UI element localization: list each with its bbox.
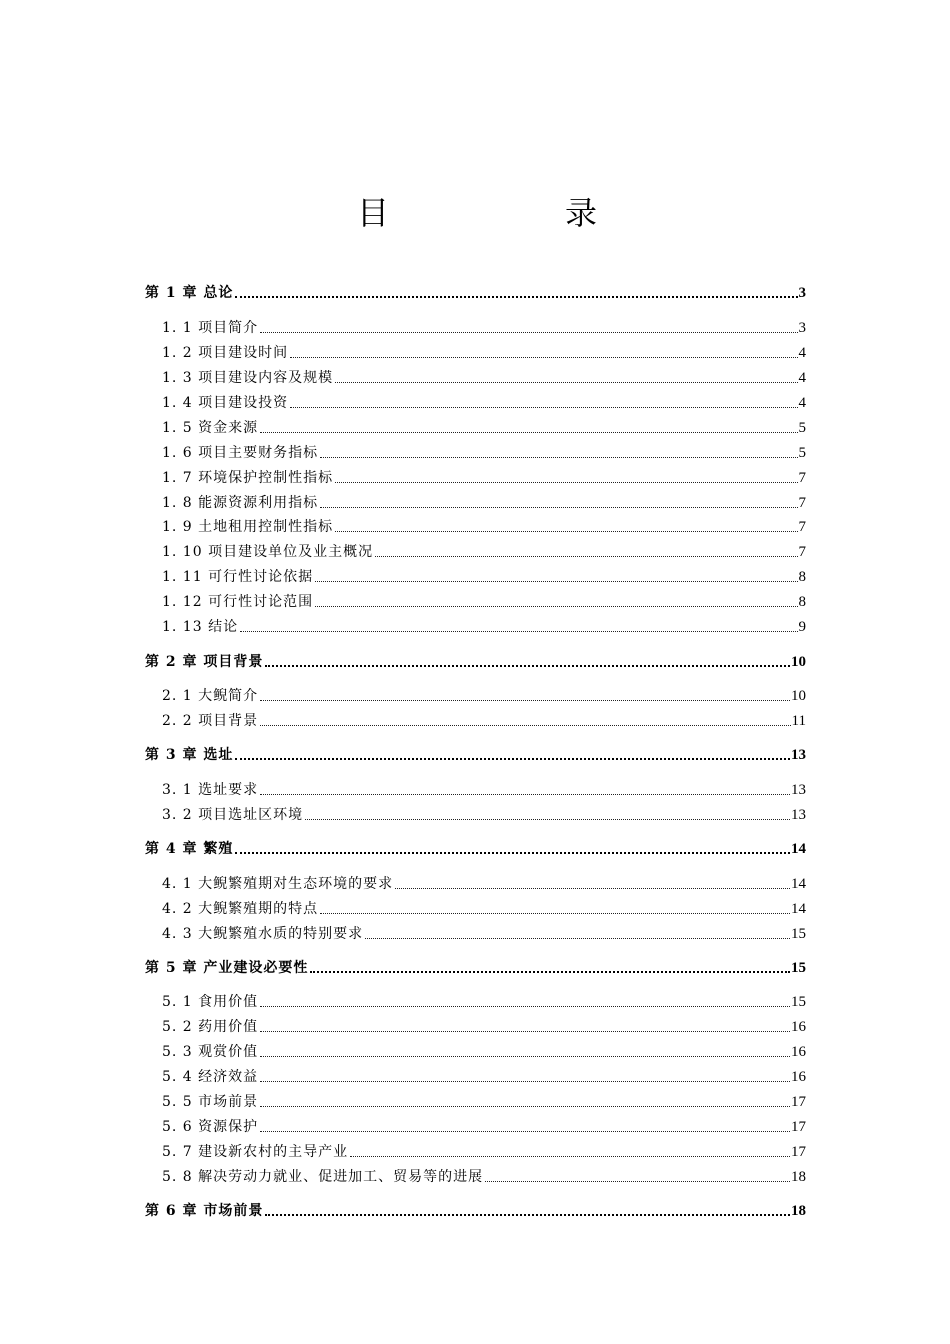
toc-section-entry[interactable]: [162, 440, 806, 462]
toc-entry-label: 第 6 章 市场前景: [145, 1203, 264, 1219]
toc-entry-label: 2. 2 项目背景: [162, 713, 259, 729]
toc-entry-page-number: 15: [791, 960, 806, 976]
toc-dot-leader: [260, 1029, 790, 1032]
toc-entry-label: 1. 10 项目建设单位及业主概况: [162, 544, 374, 560]
toc-entry-label: 5. 4 经济效益: [162, 1069, 259, 1085]
toc-entry-page-number: 14: [791, 841, 806, 857]
toc-entry-page-number: 16: [791, 1044, 806, 1060]
toc-entry-page-number: 10: [791, 654, 806, 670]
toc-entry-page-number: 15: [791, 926, 806, 942]
toc-section-entry[interactable]: [162, 1164, 806, 1186]
toc-section-entry[interactable]: [162, 490, 806, 512]
toc-section-entry[interactable]: [162, 1064, 806, 1086]
toc-section-entry[interactable]: [162, 465, 806, 487]
toc-section-entry[interactable]: [162, 777, 806, 799]
toc-entry-label: 1. 1 项目简介: [162, 320, 259, 336]
toc-dot-leader: [485, 1179, 790, 1182]
toc-entry-label: 5. 5 市场前景: [162, 1094, 259, 1110]
toc-entry-page-number: 7: [798, 544, 806, 560]
toc-entry-label: 第 2 章 项目背景: [145, 654, 264, 670]
toc-title: [0, 188, 950, 234]
toc-section-entry[interactable]: [162, 365, 806, 387]
toc-section-entry[interactable]: [162, 708, 806, 730]
toc-dot-leader: [290, 405, 797, 408]
toc-entry-label: 5. 7 建设新农村的主导产业: [162, 1144, 349, 1160]
toc-entry-page-number: 7: [798, 495, 806, 511]
toc-entry-label: 1. 12 可行性讨论范围: [162, 594, 314, 610]
toc-entry-label: 4. 2 大鲵繁殖期的特点: [162, 901, 319, 917]
toc-entry-page-number: 16: [791, 1019, 806, 1035]
toc-entry-label: 1. 3 项目建设内容及规模: [162, 370, 334, 386]
toc-entry-page-number: 14: [791, 876, 806, 892]
toc-entry-label: 1. 6 项目主要财务指标: [162, 445, 319, 461]
toc-section-entry[interactable]: [162, 1139, 806, 1161]
toc-dot-leader: [260, 430, 797, 433]
toc-entry-label: 第 3 章 选址: [145, 747, 234, 763]
toc-section-entry[interactable]: [162, 802, 806, 824]
toc-entry-page-number: 16: [791, 1069, 806, 1085]
toc-dot-leader: [335, 480, 797, 483]
toc-dot-leader: [350, 1154, 790, 1157]
toc-section-entry[interactable]: [162, 614, 806, 636]
toc-dot-leader: [260, 1129, 790, 1132]
toc-entry-label: 第 5 章 产业建设必要性: [145, 960, 309, 976]
toc-entry-label: 5. 8 解决劳动力就业、促进加工、贸易等的进展: [162, 1169, 484, 1185]
toc-entry-label: 5. 3 观赏价值: [162, 1044, 259, 1060]
toc-entry-label: 4. 1 大鲵繁殖期对生态环境的要求: [162, 876, 394, 892]
toc-section-entry[interactable]: [162, 340, 806, 362]
toc-entry-page-number: 8: [798, 569, 806, 585]
toc-entry-page-number: 9: [798, 619, 806, 635]
toc-entry-label: 1. 7 环境保护控制性指标: [162, 470, 334, 486]
toc-entry-page-number: 15: [791, 994, 806, 1010]
toc-entry-label: 3. 2 项目选址区环境: [162, 807, 304, 823]
toc-entry-page-number: 13: [791, 782, 806, 798]
toc-entry-page-number: 18: [791, 1203, 806, 1219]
toc-entry-label: 1. 9 土地租用控制性指标: [162, 519, 334, 535]
toc-chapter-entry[interactable]: [145, 649, 806, 671]
toc-dot-leader: [395, 886, 790, 889]
toc-entry-page-number: 17: [791, 1094, 806, 1110]
toc-dot-leader: [365, 936, 790, 939]
toc-entry-page-number: 8: [798, 594, 806, 610]
toc-entry-page-number: 5: [798, 420, 806, 436]
toc-section-entry[interactable]: [162, 539, 806, 561]
toc-dot-leader: [240, 629, 797, 632]
toc-dot-leader: [335, 529, 797, 532]
toc-section-entry[interactable]: [162, 1089, 806, 1111]
toc-chapter-entry[interactable]: [145, 836, 806, 858]
toc-entry-label: 1. 11 可行性讨论依据: [162, 569, 314, 585]
toc-dot-leader: [375, 554, 797, 557]
toc-title-char-1: 目: [357, 194, 390, 232]
toc-dot-leader: [310, 969, 790, 973]
toc-dot-leader: [290, 355, 797, 358]
toc-chapter-entry[interactable]: [145, 742, 806, 764]
toc-dot-leader: [315, 579, 797, 582]
toc-section-entry[interactable]: [162, 871, 806, 893]
toc-entry-label: 5. 6 资源保护: [162, 1119, 259, 1135]
toc-entry-page-number: 18: [791, 1169, 806, 1185]
toc-dot-leader: [260, 1079, 790, 1082]
toc-entry-label: 第 4 章 繁殖: [145, 841, 234, 857]
toc-section-entry[interactable]: [162, 1114, 806, 1136]
toc-entry-page-number: 7: [798, 519, 806, 535]
toc-chapter-entry[interactable]: [145, 1198, 806, 1220]
toc-chapter-entry[interactable]: [145, 280, 806, 302]
toc-section-entry[interactable]: [162, 989, 806, 1011]
toc-entry-page-number: 3: [798, 320, 806, 336]
toc-entry-label: 第 1 章 总论: [145, 285, 234, 301]
toc-section-entry[interactable]: [162, 514, 806, 536]
toc-section-entry[interactable]: [162, 1014, 806, 1036]
toc-section-entry[interactable]: [162, 1039, 806, 1061]
toc-entry-label: 5. 1 食用价值: [162, 994, 259, 1010]
toc-dot-leader: [320, 505, 797, 508]
toc-section-entry[interactable]: [162, 896, 806, 918]
toc-entry-label: 1. 5 资金来源: [162, 420, 259, 436]
toc-entry-page-number: 17: [791, 1119, 806, 1135]
toc-section-entry[interactable]: [162, 390, 806, 412]
toc-chapter-entry[interactable]: [145, 955, 806, 977]
toc-section-entry[interactable]: [162, 683, 806, 705]
toc-entry-label: 1. 4 项目建设投资: [162, 395, 289, 411]
toc-dot-leader: [260, 792, 790, 795]
toc-dot-leader: [265, 1212, 790, 1216]
toc-entry-page-number: 4: [798, 345, 806, 361]
toc-dot-leader: [335, 380, 797, 383]
toc-section-entry[interactable]: [162, 589, 806, 611]
toc-title-char-2: 录: [565, 194, 598, 232]
toc-section-entry[interactable]: [162, 921, 806, 943]
toc-section-entry[interactable]: [162, 415, 806, 437]
toc-entry-page-number: 13: [791, 807, 806, 823]
toc-dot-leader: [260, 1054, 790, 1057]
toc-section-entry[interactable]: [162, 315, 806, 337]
toc-dot-leader: [315, 604, 797, 607]
toc-dot-leader: [260, 1104, 790, 1107]
toc-entry-page-number: 11: [791, 713, 806, 729]
toc-dot-leader: [305, 817, 790, 820]
toc-entry-label: 4. 3 大鲵繁殖水质的特别要求: [162, 926, 364, 942]
toc-dot-leader: [260, 1004, 790, 1007]
toc-section-entry[interactable]: [162, 564, 806, 586]
toc-dot-leader: [265, 663, 790, 667]
toc-dot-leader: [320, 455, 797, 458]
toc-dot-leader: [235, 294, 797, 298]
toc-dot-leader: [235, 756, 790, 760]
toc-dot-leader: [260, 723, 790, 726]
toc-entry-label: 1. 13 结论: [162, 619, 239, 635]
toc-entry-label: 5. 2 药用价值: [162, 1019, 259, 1035]
toc-entry-page-number: 4: [798, 370, 806, 386]
toc-entry-page-number: 13: [791, 747, 806, 763]
toc-entry-page-number: 17: [791, 1144, 806, 1160]
toc-dot-leader: [235, 850, 790, 854]
toc-entry-page-number: 3: [798, 285, 806, 301]
toc-dot-leader: [320, 911, 790, 914]
toc-entry-page-number: 5: [798, 445, 806, 461]
toc-entry-page-number: 10: [791, 688, 806, 704]
toc-entry-label: 2. 1 大鲵简介: [162, 688, 259, 704]
toc-dot-leader: [260, 330, 797, 333]
toc-dot-leader: [260, 698, 790, 701]
toc-entry-page-number: 4: [798, 395, 806, 411]
toc-entry-label: 1. 2 项目建设时间: [162, 345, 289, 361]
toc-entry-page-number: 7: [798, 470, 806, 486]
toc-entry-label: 1. 8 能源资源利用指标: [162, 495, 319, 511]
toc-entry-page-number: 14: [791, 901, 806, 917]
toc-entry-label: 3. 1 选址要求: [162, 782, 259, 798]
